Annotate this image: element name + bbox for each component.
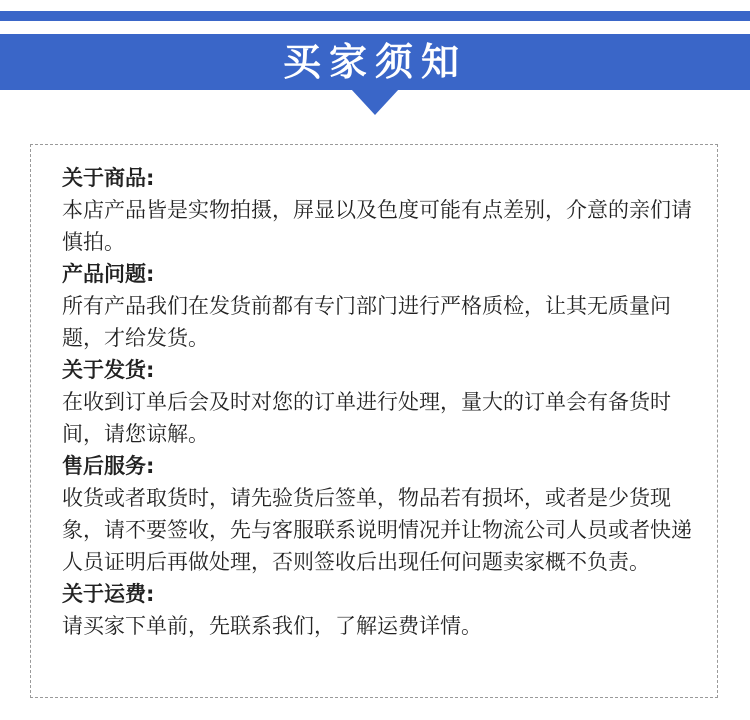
section-heading: 产品问题: bbox=[62, 262, 155, 286]
section-shipping bbox=[62, 354, 702, 450]
top-stripe bbox=[0, 11, 750, 21]
banner-arrow bbox=[351, 89, 399, 115]
notice-content bbox=[62, 162, 702, 642]
section-heading: 关于发货: bbox=[62, 358, 155, 382]
page-title: 买家须知 bbox=[282, 40, 467, 84]
section-heading: 关于运费: bbox=[62, 582, 155, 606]
section-heading: 关于商品: bbox=[62, 166, 155, 190]
section-freight bbox=[62, 578, 702, 642]
section-body: 本店产品皆是实物拍摄，屏显以及色度可能有点差别，介意的亲们请慎拍。 bbox=[62, 198, 692, 254]
section-body: 请买家下单前，先联系我们，了解运费详情。 bbox=[62, 614, 482, 638]
section-products bbox=[62, 162, 702, 258]
section-body: 所有产品我们在发货前都有专门部门进行严格质检，让其无质量问题，才给发货。 bbox=[62, 294, 671, 350]
section-heading: 售后服务: bbox=[62, 454, 155, 478]
section-body: 收货或者取货时，请先验货后签单，物品若有损坏，或者是少货现象，请不要签收，先与客服联系说明情况并让物流公司人员或者快递人员证明后再做处理，否则签收后出现任何问题卖家概不负责。 bbox=[62, 486, 692, 574]
section-body: 在收到订单后会及时对您的订单进行处理，量大的订单会有备货时间，请您谅解。 bbox=[62, 390, 671, 446]
section-quality bbox=[62, 258, 702, 354]
section-after-sales bbox=[62, 450, 702, 578]
